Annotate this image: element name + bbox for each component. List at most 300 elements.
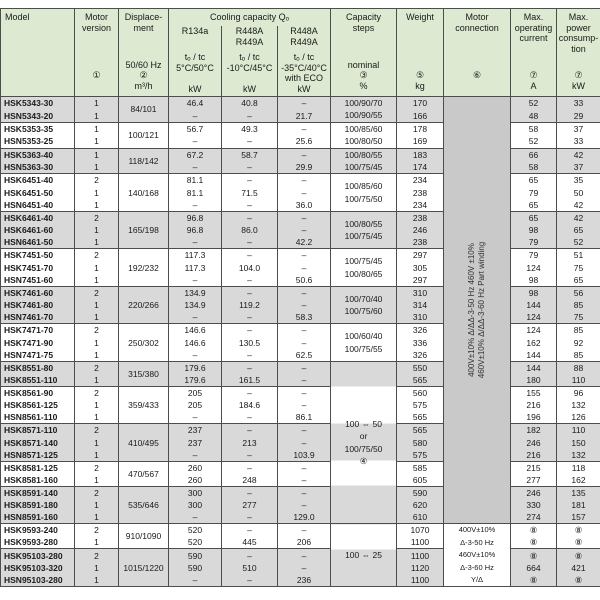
model-cell: HSK8581-125	[1, 461, 75, 474]
model-cell: HSK95103-280	[1, 549, 75, 562]
model-cell: HSN6451-40	[1, 199, 75, 212]
r448a-capacity-cell: –	[222, 386, 278, 399]
model-cell: HSK5353-35	[1, 122, 75, 135]
r134a-capacity-cell: 260	[169, 474, 222, 487]
r448a-eco-capacity-cell: 103.9	[278, 449, 331, 462]
r134a-capacity-cell: –	[169, 411, 222, 424]
r448a-capacity-cell: 119.2	[222, 299, 278, 312]
r448a-eco-capacity-cell: –	[278, 186, 331, 199]
r134a-capacity-cell: 205	[169, 386, 222, 399]
r134a-capacity-cell: –	[169, 135, 222, 148]
col-header-model	[1, 9, 75, 97]
capacity-steps-cell: 100 ⇔ 50 or 100/75/50 ④	[331, 361, 397, 524]
max-current-cell: 98	[511, 224, 557, 237]
r448a-eco-capacity-cell: –	[278, 399, 331, 412]
max-current-cell: 65	[511, 174, 557, 187]
weight-cell: 585	[397, 461, 444, 474]
col-header-max-power: Max. power consump- tion ⑦ kW	[557, 9, 600, 97]
motor-version-cell: 2	[75, 286, 119, 299]
r448a-eco-capacity-cell: 58.3	[278, 311, 331, 324]
r448a-capacity-cell: 510	[222, 562, 278, 575]
motor-version-cell: 1	[75, 274, 119, 287]
max-current-cell: 79	[511, 186, 557, 199]
model-cell: HSN8591-160	[1, 511, 75, 524]
motor-version-cell: 1	[75, 574, 119, 587]
max-power-cell: 33	[557, 97, 600, 110]
r134a-capacity-cell: –	[169, 199, 222, 212]
r134a-capacity-cell: 67.2	[169, 148, 222, 161]
displacement-cell: 192/232	[119, 249, 169, 287]
weight-cell: 1120	[397, 562, 444, 575]
capacity-steps-cell: 100/70/40 100/75/60	[331, 286, 397, 324]
displacement-cell: 535/646	[119, 486, 169, 524]
max-current-cell: 65	[511, 199, 557, 212]
r134a-capacity-cell: –	[169, 109, 222, 122]
displacement-cell: 359/433	[119, 386, 169, 424]
max-power-cell: 65	[557, 224, 600, 237]
max-power-cell: 52	[557, 236, 600, 249]
max-current-cell: 216	[511, 449, 557, 462]
r448a-eco-capacity-cell: 236	[278, 574, 331, 587]
circled-5: ⑤	[415, 70, 425, 80]
r448a-capacity-cell: –	[222, 135, 278, 148]
r134a-capacity-cell: 81.1	[169, 174, 222, 187]
r448a-eco-capacity-cell: –	[278, 474, 331, 487]
weight-cell: 183	[397, 148, 444, 161]
model-cell: HSK8551-110	[1, 374, 75, 387]
max-current-cell: 182	[511, 424, 557, 437]
col-header-capacity-steps: Capacity steps nominal ③ %	[331, 9, 397, 97]
capacity-steps-cell: 100/85/60	[331, 122, 397, 135]
displacement-cell: 410/495	[119, 424, 169, 462]
r134a-capacity-cell: 46.4	[169, 97, 222, 110]
r134a-capacity-cell: –	[169, 161, 222, 174]
max-power-cell: 42	[557, 199, 600, 212]
r448a-eco-capacity-cell: –	[278, 97, 331, 110]
r448a-capacity-cell: 71.5	[222, 186, 278, 199]
model-cell: HSK7451-70	[1, 261, 75, 274]
motor-version-cell: 2	[75, 386, 119, 399]
r448a-capacity-cell: –	[222, 311, 278, 324]
weight-cell: 1100	[397, 574, 444, 587]
weight-cell: 605	[397, 474, 444, 487]
max-power-cell: 85	[557, 349, 600, 362]
max-current-cell: 124	[511, 324, 557, 337]
model-cell: HSK8581-160	[1, 474, 75, 487]
motor-version-cell: 1	[75, 186, 119, 199]
weight-cell: 336	[397, 336, 444, 349]
max-current-cell: 65	[511, 211, 557, 224]
max-current-cell: 52	[511, 97, 557, 110]
max-power-cell: 421	[557, 562, 600, 575]
r448a-capacity-cell: 277	[222, 499, 278, 512]
displacement-cell: 315/380	[119, 361, 169, 386]
r448a-eco-capacity-cell: –	[278, 424, 331, 437]
r134a-capacity-cell: 237	[169, 424, 222, 437]
max-power-cell: 110	[557, 424, 600, 437]
r448a-capacity-cell: 130.5	[222, 336, 278, 349]
motor-version-cell: 1	[75, 261, 119, 274]
r134a-capacity-cell: 117.3	[169, 261, 222, 274]
motor-version-cell: 1	[75, 199, 119, 212]
max-current-cell: 144	[511, 361, 557, 374]
r134a-capacity-cell: 179.6	[169, 374, 222, 387]
r134a-capacity-cell: 590	[169, 549, 222, 562]
max-current-cell: 215	[511, 461, 557, 474]
max-current-cell: 52	[511, 135, 557, 148]
r448a-eco-capacity-cell: –	[278, 562, 331, 575]
max-current-cell: 180	[511, 374, 557, 387]
displacement-cell: 1015/1220	[119, 549, 169, 587]
r448a-capacity-cell: –	[222, 236, 278, 249]
displacement-cell: 910/1090	[119, 524, 169, 549]
weight-cell: 1100	[397, 549, 444, 562]
max-current-cell: ⑧	[511, 524, 557, 537]
max-current-cell: 144	[511, 299, 557, 312]
weight-cell: 326	[397, 349, 444, 362]
r448a-eco-capacity-cell: –	[278, 211, 331, 224]
motor-version-cell: 1	[75, 236, 119, 249]
circled-3: ③	[359, 70, 368, 80]
max-current-cell: 58	[511, 122, 557, 135]
max-power-cell: 85	[557, 324, 600, 337]
max-current-cell: ⑧	[511, 574, 557, 587]
max-power-cell: 132	[557, 449, 600, 462]
r448a-capacity-cell: –	[222, 199, 278, 212]
max-power-cell: 181	[557, 499, 600, 512]
model-cell: HSK9593-280	[1, 536, 75, 549]
weight-cell: 178	[397, 122, 444, 135]
spec-table-body	[1, 97, 600, 587]
max-power-cell: 56	[557, 286, 600, 299]
model-cell: HSK8571-110	[1, 424, 75, 437]
r134a-capacity-cell: 96.8	[169, 224, 222, 237]
r134a-capacity-cell: 134.9	[169, 299, 222, 312]
max-current-cell: 246	[511, 486, 557, 499]
r448a-capacity-cell: 104.0	[222, 261, 278, 274]
weight-cell: 174	[397, 161, 444, 174]
motor-version-cell: 1	[75, 224, 119, 237]
r134a-capacity-cell: 146.6	[169, 336, 222, 349]
col-header-displacement: Displace- ment 50/60 Hz ② m³/h	[119, 9, 169, 97]
weight-cell: 297	[397, 274, 444, 287]
weight-cell: 238	[397, 186, 444, 199]
r448a-capacity-cell: –	[222, 361, 278, 374]
max-power-cell: 50	[557, 186, 600, 199]
max-current-cell: 66	[511, 148, 557, 161]
max-power-cell: 37	[557, 161, 600, 174]
r448a-capacity-cell: –	[222, 211, 278, 224]
r448a-eco-capacity-cell: 25.6	[278, 135, 331, 148]
table-row	[1, 97, 600, 110]
r448a-capacity-cell: 445	[222, 536, 278, 549]
weight-cell: 550	[397, 361, 444, 374]
circled-7: ⑦	[529, 70, 538, 80]
col-header-max-current: Max. operating current ⑦ A	[511, 9, 557, 97]
r448a-eco-capacity-cell: –	[278, 249, 331, 262]
max-power-cell: 35	[557, 174, 600, 187]
displacement-cell: 165/198	[119, 211, 169, 249]
r448a-capacity-cell: –	[222, 274, 278, 287]
max-current-cell: 79	[511, 236, 557, 249]
max-power-cell: 135	[557, 486, 600, 499]
displacement-cell: 220/266	[119, 286, 169, 324]
r134a-capacity-cell: 146.6	[169, 324, 222, 337]
weight-cell: 610	[397, 511, 444, 524]
model-cell: HSK6461-60	[1, 224, 75, 237]
r134a-capacity-cell: –	[169, 349, 222, 362]
r448a-eco-capacity-cell: 129.0	[278, 511, 331, 524]
r448a-eco-capacity-cell: –	[278, 122, 331, 135]
r134a-capacity-cell: 96.8	[169, 211, 222, 224]
max-current-cell: ⑧	[511, 536, 557, 549]
max-power-cell: ⑧	[557, 536, 600, 549]
r134a-capacity-cell: 56.7	[169, 122, 222, 135]
model-cell: HSN95103-280	[1, 574, 75, 587]
col-header-r134a: R134a tₒ / tc 5°C/50°C kW	[169, 26, 222, 97]
motor-connection-cell	[444, 97, 511, 524]
displacement-cell: 84/101	[119, 97, 169, 123]
max-power-cell: 33	[557, 135, 600, 148]
weight-cell: 305	[397, 261, 444, 274]
circled-2: ②	[139, 70, 148, 80]
r448a-eco-capacity-cell: 86.1	[278, 411, 331, 424]
motor-version-cell: 1	[75, 449, 119, 462]
capacity-steps-cell: 100/80/55 100/75/45	[331, 211, 397, 249]
motor-version-cell: 1	[75, 135, 119, 148]
capacity-steps-cell: 100/90/55	[331, 109, 397, 122]
motor-version-cell: 1	[75, 436, 119, 449]
col-header-cooling-capacity: Cooling capacity Qₒ	[169, 9, 331, 27]
weight-cell: 565	[397, 411, 444, 424]
max-current-cell: 216	[511, 399, 557, 412]
header-model-label: Model	[5, 12, 30, 22]
motor-version-cell: 2	[75, 361, 119, 374]
max-power-cell: 75	[557, 311, 600, 324]
motor-version-cell: 2	[75, 524, 119, 537]
r448a-capacity-cell: 58.7	[222, 148, 278, 161]
max-current-cell: 664	[511, 562, 557, 575]
displacement-cell: 118/142	[119, 148, 169, 174]
r448a-eco-capacity-cell: –	[278, 361, 331, 374]
motor-version-cell: 2	[75, 249, 119, 262]
r448a-eco-capacity-cell: 21.7	[278, 109, 331, 122]
weight-cell: 560	[397, 386, 444, 399]
max-current-cell: 124	[511, 261, 557, 274]
capacity-steps-cell: 100/75/45	[331, 161, 397, 174]
r448a-eco-capacity-cell: –	[278, 524, 331, 537]
col-header-r448a-eco: R448A R449A tₒ / tc -35°C/40°C with ECO kW	[278, 26, 331, 97]
motor-version-cell: 2	[75, 549, 119, 562]
motor-version-cell: 1	[75, 374, 119, 387]
motor-version-cell: 1	[75, 336, 119, 349]
max-power-cell: 51	[557, 249, 600, 262]
r448a-capacity-cell: –	[222, 461, 278, 474]
table-row	[1, 536, 600, 549]
weight-cell: 575	[397, 399, 444, 412]
r134a-capacity-cell: 237	[169, 436, 222, 449]
r448a-eco-capacity-cell: –	[278, 436, 331, 449]
table-row	[1, 562, 600, 575]
max-power-cell: 88	[557, 361, 600, 374]
r134a-capacity-cell: –	[169, 236, 222, 249]
max-current-cell: 144	[511, 349, 557, 362]
r448a-eco-capacity-cell: –	[278, 299, 331, 312]
r134a-capacity-cell: 205	[169, 399, 222, 412]
r134a-capacity-cell: 520	[169, 524, 222, 537]
model-cell: HSK7471-90	[1, 336, 75, 349]
r448a-capacity-cell: 184.6	[222, 399, 278, 412]
model-cell: HSK95103-320	[1, 562, 75, 575]
capacity-steps-cell: 100 ⇔ 25	[331, 524, 397, 587]
r448a-capacity-cell: –	[222, 549, 278, 562]
r448a-capacity-cell: 40.8	[222, 97, 278, 110]
col-header-r448a-mid: R448A R449A tₒ / tc -10°C/45°C kW	[222, 26, 278, 97]
capacity-steps-cell: 100/85/60 100/75/50	[331, 174, 397, 212]
displacement-cell: 140/168	[119, 174, 169, 212]
capacity-steps-cell: 100/75/45 100/80/65	[331, 249, 397, 287]
capacity-steps-cell: 100/80/50	[331, 135, 397, 148]
r448a-eco-capacity-cell: 62.5	[278, 349, 331, 362]
motor-version-cell: 1	[75, 109, 119, 122]
r448a-eco-capacity-cell: –	[278, 549, 331, 562]
max-current-cell: 162	[511, 336, 557, 349]
r448a-capacity-cell: –	[222, 411, 278, 424]
max-power-cell: 75	[557, 261, 600, 274]
motor-version-cell: 1	[75, 299, 119, 312]
model-cell: HSK9593-240	[1, 524, 75, 537]
max-power-cell: 150	[557, 436, 600, 449]
model-cell: HSN5363-30	[1, 161, 75, 174]
table-header	[1, 9, 600, 97]
motor-version-cell: 1	[75, 536, 119, 549]
r448a-eco-capacity-cell: 42.2	[278, 236, 331, 249]
motor-version-cell: 2	[75, 174, 119, 187]
r448a-eco-capacity-cell: –	[278, 336, 331, 349]
max-current-cell: 124	[511, 311, 557, 324]
max-power-cell: 37	[557, 122, 600, 135]
motor-version-cell: 1	[75, 499, 119, 512]
model-cell: HSK7471-70	[1, 324, 75, 337]
max-power-cell: 162	[557, 474, 600, 487]
r448a-capacity-cell: –	[222, 109, 278, 122]
model-cell: HSK8571-140	[1, 436, 75, 449]
max-power-cell: 42	[557, 211, 600, 224]
model-cell: HSK8591-140	[1, 486, 75, 499]
motor-version-cell: 2	[75, 211, 119, 224]
weight-cell: 166	[397, 109, 444, 122]
motor-connection-cell	[444, 524, 511, 587]
col-header-weight: Weight ⑤ kg	[397, 9, 444, 97]
r448a-capacity-cell: –	[222, 349, 278, 362]
max-power-cell: 96	[557, 386, 600, 399]
weight-cell: 297	[397, 249, 444, 262]
model-cell: HSN7471-75	[1, 349, 75, 362]
capacity-steps-cell: 100/90/70	[331, 97, 397, 110]
max-power-cell: 85	[557, 299, 600, 312]
r448a-capacity-cell: –	[222, 574, 278, 587]
displacement-cell: 250/302	[119, 324, 169, 362]
motor-version-cell: 2	[75, 324, 119, 337]
max-power-cell: 29	[557, 109, 600, 122]
r448a-eco-capacity-cell: –	[278, 324, 331, 337]
model-cell: HSK6461-40	[1, 211, 75, 224]
r134a-capacity-cell: –	[169, 511, 222, 524]
model-cell: HSN8561-110	[1, 411, 75, 424]
motor-version-cell: 1	[75, 161, 119, 174]
model-cell: HSK5363-40	[1, 148, 75, 161]
motor-version-cell: 1	[75, 562, 119, 575]
model-cell: HSK5343-30	[1, 97, 75, 110]
model-cell: HSK6451-50	[1, 186, 75, 199]
r448a-eco-capacity-cell: –	[278, 374, 331, 387]
capacity-steps-cell: 100/80/55	[331, 148, 397, 161]
weight-cell: 310	[397, 311, 444, 324]
max-power-cell: 126	[557, 411, 600, 424]
r448a-eco-capacity-cell: –	[278, 261, 331, 274]
max-power-cell: 92	[557, 336, 600, 349]
r134a-capacity-cell: –	[169, 311, 222, 324]
r448a-eco-capacity-cell: –	[278, 286, 331, 299]
max-power-cell: 132	[557, 399, 600, 412]
weight-cell: 575	[397, 449, 444, 462]
model-cell: HSK8561-90	[1, 386, 75, 399]
r448a-capacity-cell: –	[222, 249, 278, 262]
motor-version-cell: 1	[75, 311, 119, 324]
motor-version-cell: 1	[75, 349, 119, 362]
model-cell: HSN5343-20	[1, 109, 75, 122]
r134a-capacity-cell: 300	[169, 486, 222, 499]
weight-cell: 580	[397, 436, 444, 449]
motor-version-cell: 1	[75, 474, 119, 487]
compressor-spec-table	[0, 8, 600, 587]
r448a-eco-capacity-cell: –	[278, 174, 331, 187]
max-current-cell: 48	[511, 109, 557, 122]
weight-cell: 310	[397, 286, 444, 299]
max-current-cell: 155	[511, 386, 557, 399]
max-current-cell: 330	[511, 499, 557, 512]
r448a-capacity-cell: –	[222, 174, 278, 187]
circled-6: ⑥	[472, 70, 482, 80]
r134a-capacity-cell: 81.1	[169, 186, 222, 199]
max-power-cell: 42	[557, 148, 600, 161]
max-current-cell: 196	[511, 411, 557, 424]
table-row	[1, 524, 600, 537]
weight-cell: 238	[397, 211, 444, 224]
r448a-capacity-cell: –	[222, 161, 278, 174]
motor-connection-text: 400V±10% Δ-3-50 Hz 460V±10% Δ-3-60 Hz Y/Δ	[458, 525, 496, 585]
model-cell: HSK7461-80	[1, 299, 75, 312]
motor-version-cell: 2	[75, 424, 119, 437]
model-cell: HSN5353-25	[1, 135, 75, 148]
model-cell: HSN6461-50	[1, 236, 75, 249]
r448a-eco-capacity-cell: –	[278, 148, 331, 161]
r448a-eco-capacity-cell: –	[278, 461, 331, 474]
weight-cell: 1100	[397, 536, 444, 549]
weight-cell: 246	[397, 224, 444, 237]
motor-version-cell: 1	[75, 97, 119, 110]
col-header-motor-version: Motor version ①	[75, 9, 119, 97]
weight-cell: 314	[397, 299, 444, 312]
motor-version-cell: 1	[75, 411, 119, 424]
r448a-eco-capacity-cell: 206	[278, 536, 331, 549]
displacement-cell: 470/567	[119, 461, 169, 486]
motor-version-cell: 2	[75, 461, 119, 474]
r448a-capacity-cell: 213	[222, 436, 278, 449]
r448a-capacity-cell: 161.5	[222, 374, 278, 387]
r448a-capacity-cell: –	[222, 424, 278, 437]
weight-cell: 238	[397, 236, 444, 249]
